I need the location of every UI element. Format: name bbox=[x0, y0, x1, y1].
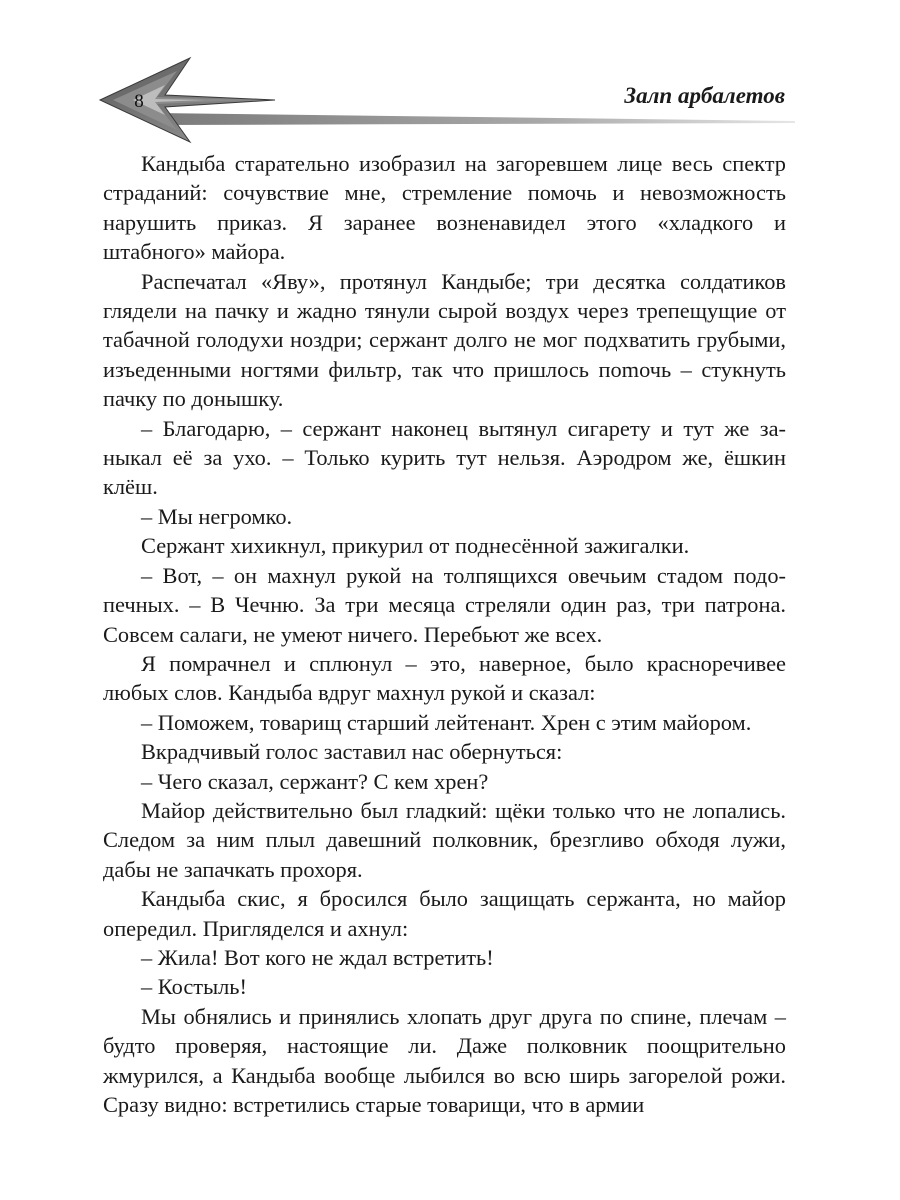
page-number: 8 bbox=[134, 91, 144, 112]
paragraph: Майор действительно был гладкий: щёки только что не лопались. Следом за ним плыл давешний полковник, брезгливо обходя лужи, дабы не запачкать прохоря. bbox=[103, 797, 786, 882]
paragraph: – Костыль! bbox=[141, 974, 247, 1000]
paragraph: – Жила! Вот кого не ждал встретить! bbox=[141, 944, 494, 970]
body-text bbox=[103, 149, 786, 1119]
paragraph: – Вот, – он махнул рукой на толпящихся овечьим стадом подопечных. – В Чечню. За три месяца стреляли один раз, три патрона. Совсем салаги, не умеют ничего. Перебьют же всех. bbox=[103, 562, 786, 647]
paragraph: – Чего сказал, сержант? С кем хрен? bbox=[141, 768, 489, 794]
paragraph: – Благодарю, – сержант наконец вытянул сигарету и тут же заныкал её за ухо. – Только курить тут нельзя. Аэродром же, ёшкин клёш. bbox=[103, 415, 786, 500]
paragraph: – Поможем, товарищ старший лейтенант. Хрен с этим майором. bbox=[141, 709, 752, 735]
paragraph: Кандыба скис, я бросился было защищать сержанта, но майор опередил. Пригляделся и ахнул: bbox=[103, 886, 786, 941]
paragraph: Распечатал «Яву», протянул Кандыбе; три десятка солдатиков глядели на пачку и жадно тянули сырой воздух через трепещущие от табачной голодухи ноздри; сержант долго не мог подхватить грубыми, изъеденными ногтями фильтр, так что пришлось поmочь – стукнуть пачку по донышку. bbox=[103, 268, 786, 412]
page-header bbox=[95, 55, 795, 145]
paragraph: – Мы негромко. bbox=[141, 503, 293, 529]
paragraph: Я помрачнел и сплюнул – это, наверное, было красноречивее любых слов. Кандыба вдруг махнул рукой и сказал: bbox=[103, 650, 786, 706]
paragraph: Мы обнялись и принялись хлопать друг друга по спине, плечам – будто проверяя, настоящие ли. Даже полковник поощрительно жмурился, а Кандыба вообще лыбился во всю ширь загорелой рожи. Сразу видно: встретились старые товарищи, что в армии bbox=[103, 1003, 786, 1117]
paragraph: Вкрадчивый голос заставил нас обернуться: bbox=[141, 739, 563, 765]
paragraph: Кандыба старательно изобразил на загоревшем лице весь спектр страданий: сочувствие мне, стремление помочь и невозможность нарушить приказ. Я заранее возненавидел этого «хладкого и штабного» майора. bbox=[103, 151, 786, 265]
running-title: Залп арбалетов bbox=[624, 83, 785, 108]
paragraph: Сержант хихикнул, прикурил от поднесённой зажигалки. bbox=[141, 533, 690, 559]
